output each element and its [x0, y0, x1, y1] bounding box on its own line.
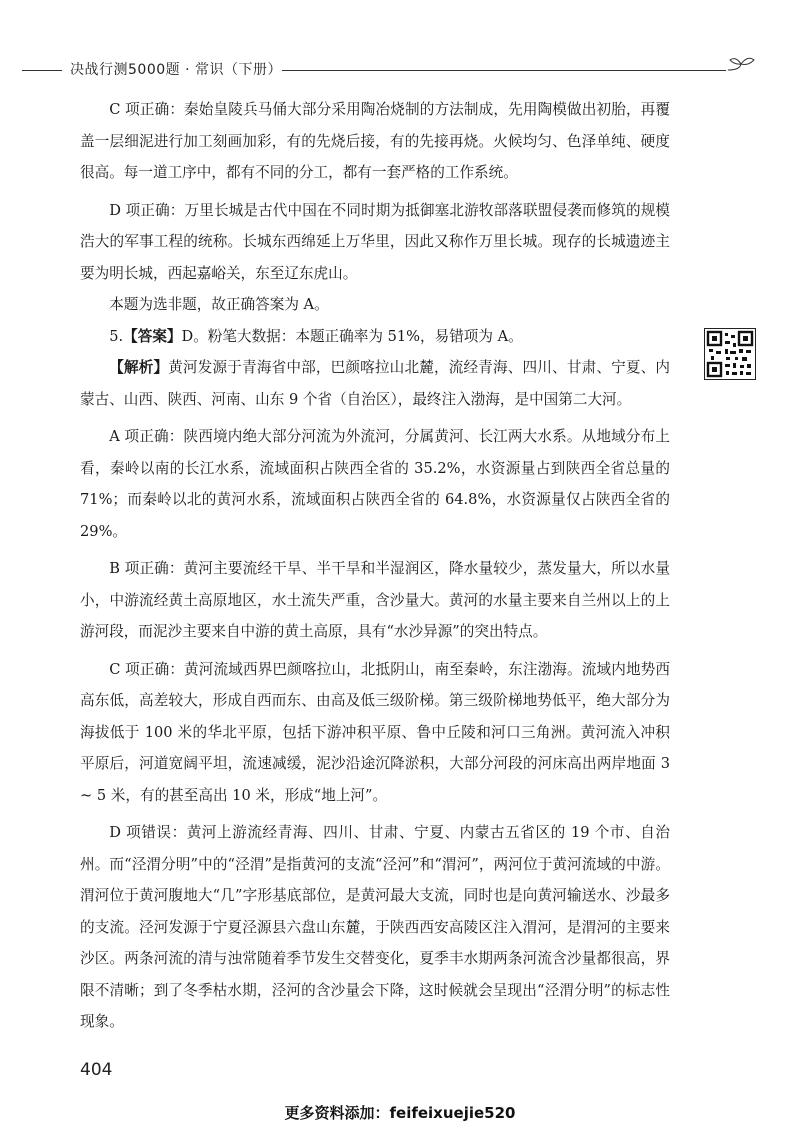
main-content — [80, 94, 670, 1038]
paragraph-option-b: B 项正确：黄河主要流经干旱、半干旱和半湿润区，降水量较少，蒸发量大，所以水量小，中游流经黄土高原地区，水土流失严重，含沙量大。黄河的水量主要来自兰州以上的上游河段，而泥沙主要来自中游的黄土高原，具有“水沙异源”的突出特点。 — [80, 560, 670, 640]
qr-code-icon — [704, 328, 756, 380]
paragraph-option-c: C 项正确：黄河流域西界巴颜喀拉山，北抵阴山，南至秦岭，东注渤海。流域内地势西高东低，高差较大，形成自西而东、由高及低三级阶梯。第三级阶梯地势低平，绝大部分为海拔低于 100 米的华北平原，包括下游冲积平原、鲁中丘陵和河口三角洲。黄河流入冲积平原后，河道宽阔平坦，流速减缓，泥沙沿途沉降淤积，大部分河段的河床高出两岸地面 3 ~ 5 米，有的甚至高出 10 米，形成“地上河”。 — [80, 660, 670, 804]
answer-line — [80, 321, 670, 353]
answer-tag: 【答案】 — [123, 327, 182, 345]
header-rule-left — [22, 70, 62, 71]
header-title: 决战行测5000题 · 常识（下册） — [70, 62, 282, 78]
footer-note: 更多资料添加：feifeixuejie520 — [284, 1104, 516, 1122]
analysis-tag: 【解析】 — [109, 359, 169, 376]
analysis-text: 黄河发源于青海省中部，巴颜喀拉山北麓，流经青海、四川、甘肃、宁夏、内蒙古、山西、陕西、河南、山东 9 个省（自治区），最终注入渤海，是中国第二大河。 — [80, 359, 670, 408]
page-number: 404 — [80, 1060, 113, 1080]
paragraph-conclusion-q4: 本题为选非题，故正确答案为 A。 — [109, 296, 329, 313]
paragraph-option-c-q4: C 项正确：秦始皇陵兵马俑大部分采用陶冶烧制的方法制成，先用陶模做出初胎，再覆盖一层细泥进行加工刻画加彩，有的先烧后接，有的先接再烧。火候均匀、色泽单纯、硬度很高。每一道工序中，都有不同的分工，都有一套严格的工作系统。 — [80, 101, 670, 181]
page-header — [0, 56, 800, 84]
paragraph-option-d: D 项错误：黄河上游流经青海、四川、甘肃、宁夏、内蒙古五省区的 19 个市、自治州。而“泾渭分明”中的“泾渭”是指黄河的支流“泾河”和“渭河”，两河位于黄河流域的中游。渭河位于黄河腹地大“几”字形基底部位，是黄河最大支流，同时也是向黄河输送水、沙最多的支流。泾河发源于宁夏泾源县六盘山东麓，于陕西西安高陵区注入渭河，是渭河的主要来沙区。两条河流的清与浊常随着季节发生交替变化，夏季丰水期两条河流含沙量都很高，界限不清晰；到了冬季枯水期，泾河的含沙量会下降，这时候就会呈现出“泾渭分明”的标志性现象。 — [80, 824, 670, 1030]
analysis-paragraph — [80, 352, 670, 415]
paragraph-option-d-q4: D 项正确：万里长城是古代中国在不同时期为抵御塞北游牧部落联盟侵袭而修筑的规模浩大的军事工程的统称。长城东西绵延上万华里，因此又称作万里长城。现存的长城遗迹主要为明长城，西起嘉峪关，东至辽东虎山。 — [80, 201, 670, 282]
header-rule-right — [282, 70, 726, 71]
answer-text: D。粉笔大数据：本题正确率为 51%，易错项为 A。 — [181, 327, 523, 345]
sprout-leaf-icon — [726, 56, 756, 84]
paragraph-option-a: A 项正确：陕西境内绝大部分河流为外流河，分属黄河、长江两大水系。从地域分布上看，秦岭以南的长江水系，流域面积占陕西全省的 35.2%，水资源量占到陕西全省总量的 71%；而秦岭以北的黄河水系，流域面积占陕西全省的 64.8%，水资源量仅占陕西全省的 29%。 — [80, 428, 670, 540]
question-number: 5. — [109, 327, 124, 345]
